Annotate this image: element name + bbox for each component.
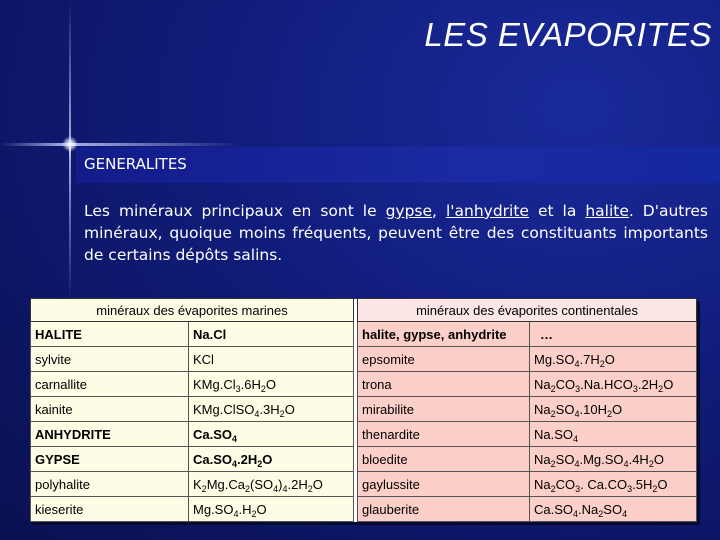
table-row [31,322,697,347]
continental-mineral-name: halite, gypse, anhydrite [358,322,530,347]
table-row [31,422,697,447]
link-halite[interactable]: halite [585,202,629,220]
continental-mineral-formula: $Mg.SO_4.7H_2O$ [530,347,697,372]
marine-mineral-formula: $Mg.SO_4.H_2O$ [189,497,354,522]
table-row [31,372,697,397]
marine-mineral-name: GYPSE [31,447,189,472]
continental-mineral-name: gaylussite [358,472,530,497]
marine-mineral-name: kieserite [31,497,189,522]
marine-mineral-formula: $KMg.ClSO_4.3H_2O$ [189,397,354,422]
marine-mineral-name: HALITE [31,322,189,347]
sparkle-horizontal-decoration [0,143,240,146]
section-heading: GENERALITES [84,155,187,173]
marine-mineral-formula: Na.Cl [189,322,354,347]
continental-mineral-name: mirabilite [358,397,530,422]
continental-mineral-name: thenardite [358,422,530,447]
continental-mineral-formula: $Na.SO_4$ [530,422,697,447]
slide-title: LES EVAPORITES [424,16,712,53]
continental-mineral-formula: $Na_2SO_4.10H_2O$ [530,397,697,422]
table-row [31,497,697,522]
table-header-row [31,299,697,322]
marine-mineral-name: sylvite [31,347,189,372]
header-marine: minéraux des évaporites marines [31,299,354,322]
table-row [31,397,697,422]
continental-mineral-formula: … [530,322,697,347]
continental-mineral-name: trona [358,372,530,397]
marine-mineral-formula: KCl [189,347,354,372]
marine-mineral-name: ANHYDRITE [31,422,189,447]
continental-mineral-name: glauberite [358,497,530,522]
minerals-table [30,298,697,522]
continental-mineral-name: epsomite [358,347,530,372]
table-row [31,347,697,372]
continental-mineral-formula: $Na_2SO_4.Mg.SO_4.4H_2O$ [530,447,697,472]
link-gypse[interactable]: gypse [385,202,433,220]
table-row [31,447,697,472]
continental-mineral-formula: $Na_2CO_3.Na.HCO_3.2H_2O$ [530,372,697,397]
continental-mineral-name: bloedite [358,447,530,472]
intro-paragraph: Les minéraux principaux en sont le gypse, l'anhydrite et la halite. D'autres minéraux, quoique moins fréquents, peuvent être des constituants importants de certains dépôts salins. [84,202,709,264]
continental-mineral-formula: $Ca.SO_4.Na_2SO_4$ [530,497,697,522]
marine-mineral-name: kainite [31,397,189,422]
continental-mineral-formula: $Na_2CO_3$. $Ca.CO_3.5H_2O$ [530,472,697,497]
table-row [31,472,697,497]
marine-mineral-name: carnallite [31,372,189,397]
marine-mineral-formula: $Ca.SO_4.2H_2O$ [189,447,354,472]
link-anhydrite[interactable]: l'anhydrite [445,202,529,220]
marine-mineral-formula: $K_2Mg.Ca_2(SO_4)_4.2H_2O$ [189,472,354,497]
marine-mineral-formula: $Ca.SO_4$ [189,422,354,447]
marine-mineral-name: polyhalite [31,472,189,497]
marine-mineral-formula: $KMg.Cl_3.6H_2O$ [189,372,354,397]
header-continental: minéraux des évaporites continentales [358,299,697,322]
table-body [31,322,697,522]
